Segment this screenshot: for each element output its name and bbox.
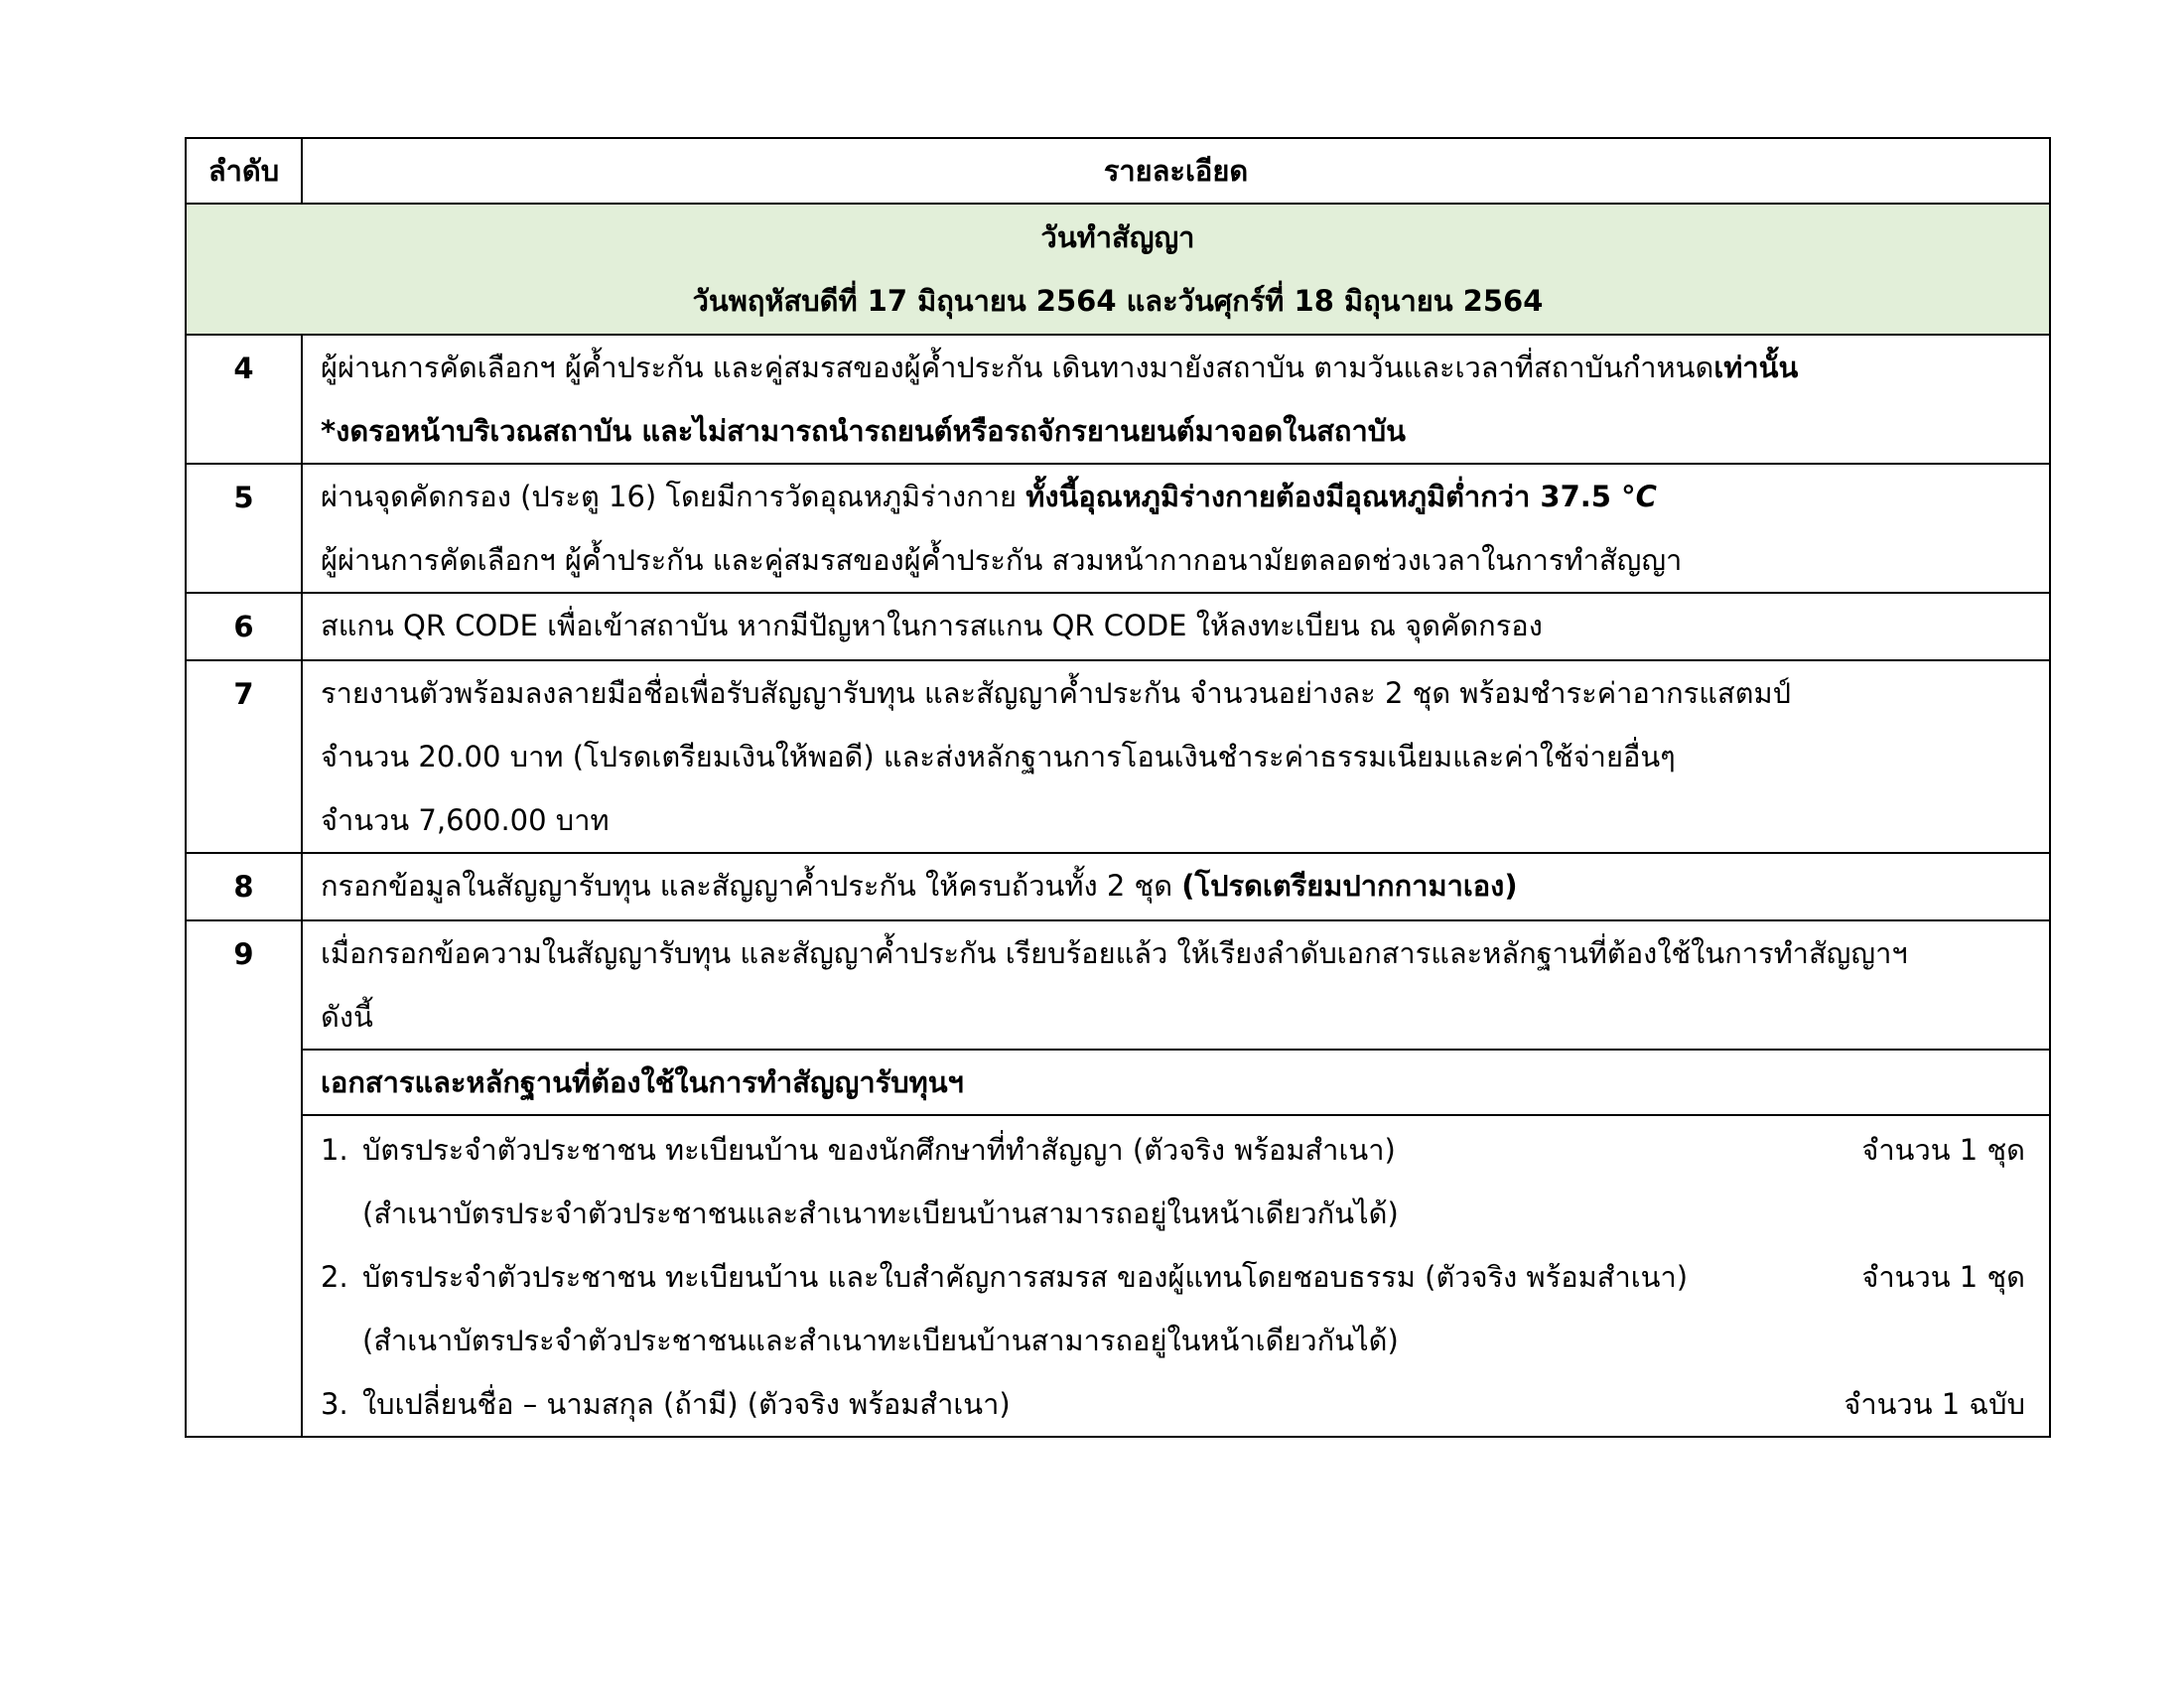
band-cell: [186, 204, 2050, 335]
item-number: 2.: [321, 1260, 348, 1294]
row-number-cell: [186, 335, 302, 464]
row-number: 8: [233, 870, 254, 904]
row-emphasis: ทั้งนี้อุณหภูมิร่างกายต้องมีอุณหภูมิต่ำกว่า 37.5: [1025, 480, 1622, 513]
header-detail: รายละเอียด: [302, 138, 2050, 204]
row-line: ผู้ผ่านการคัดเลือกฯ ผู้ค้ำประกัน และคู่สมรสของผู้ค้ำประกัน สวมหน้ากากอนามัยตลอดช่วงเวลาในการทำสัญญา: [321, 543, 1683, 577]
table-row: [186, 920, 2050, 1050]
documents-header-row: [186, 1050, 2050, 1115]
row-number-cell: [186, 593, 302, 660]
row-detail-cell: [302, 335, 2050, 464]
item-text: บัตรประจำตัวประชาชน ทะเบียนบ้าน และใบสำคัญการสมรส ของผู้แทนโดยชอบธรรม (ตัวจริง พร้อมสำเนา): [362, 1260, 1689, 1294]
row-line: รายงานตัวพร้อมลงลายมือชื่อเพื่อรับสัญญารับทุน และสัญญาค้ำประกัน จำนวนอย่างละ 2 ชุด พร้อมชำระค่าอากรแสตมป์: [321, 676, 1791, 710]
row-line: [321, 854, 2031, 917]
item-text: บัตรประจำตัวประชาชน ทะเบียนบ้าน ของนักศึกษาที่ทำสัญญา (ตัวจริง พร้อมสำเนา): [362, 1133, 1396, 1167]
table-header-row: [186, 138, 2050, 204]
temperature-unit: °C: [1621, 480, 1657, 513]
item-quantity: จำนวน 1 ชุด: [1861, 1133, 2025, 1167]
row-number: 7: [233, 677, 254, 711]
row-warning: *งดรอหน้าบริเวณสถาบัน และไม่สามารถนำรถยนต์หรือรถจักรยานยนต์มาจอดในสถาบัน: [321, 414, 1407, 448]
list-item: [321, 1372, 2031, 1436]
row-number-cell: [186, 464, 302, 593]
band-title: วันทำสัญญา: [1040, 220, 1195, 254]
row-detail-cell: [302, 853, 2050, 920]
row-line: ดังนี้: [321, 1000, 373, 1034]
table-row: [186, 593, 2050, 660]
row-line: สแกน QR CODE เพื่อเข้าสถาบัน หากมีปัญหาในการสแกน QR CODE ให้ลงทะเบียน ณ จุดคัดกรอง: [321, 609, 1543, 642]
row-detail-cell: [302, 464, 2050, 593]
row-text: ผู้ผ่านการคัดเลือกฯ ผู้ค้ำประกัน และคู่สมรสของผู้ค้ำประกัน เดินทางมายังสถาบัน ตามวันและเวลาที่สถาบันกำหนด: [321, 351, 1714, 384]
table-row: [186, 335, 2050, 464]
header-no: ลำดับ: [186, 138, 302, 204]
row-detail-cell: [302, 593, 2050, 660]
row-text: ผ่านจุดคัดกรอง (ประตู 16) โดยมีการวัดอุณหภูมิร่างกาย: [321, 480, 1026, 513]
list-item: [321, 1245, 2031, 1309]
row-line: [321, 465, 2031, 528]
row-number: 5: [233, 481, 254, 514]
row-number: 6: [233, 610, 254, 643]
item-note: (สำเนาบัตรประจำตัวประชาชนและสำเนาทะเบียนบ้านสามารถอยู่ในหน้าเดียวกันได้): [362, 1324, 1399, 1357]
item-number: 1.: [321, 1133, 348, 1167]
row-number-cell: [186, 920, 302, 1437]
band-date: วันพฤหัสบดีที่ 17 มิถุนายน 2564 และวันศุกร์ที่ 18 มิถุนายน 2564: [692, 284, 1544, 318]
row-line: [321, 336, 2031, 399]
row-number: 9: [233, 937, 254, 971]
contract-procedure-table: [185, 137, 2051, 1438]
documents-title: เอกสารและหลักฐานที่ต้องใช้ในการทำสัญญารับทุนฯ: [302, 1050, 2050, 1115]
row-number-cell: [186, 660, 302, 853]
item-quantity: จำนวน 1 ฉบับ: [1843, 1387, 2025, 1421]
list-item: [321, 1118, 2031, 1182]
row-line: จำนวน 7,600.00 บาท: [321, 803, 610, 837]
row-emphasis: (โปรดเตรียมปากกามาเอง): [1181, 869, 1518, 903]
documents-list: [302, 1115, 2050, 1437]
row-line: จำนวน 20.00 บาท (โปรดเตรียมเงินให้พอดี) และส่งหลักฐานการโอนเงินชำระค่าธรรมเนียมและค่าใช้จ่ายอื่นๆ: [321, 740, 1676, 774]
row-number-cell: [186, 853, 302, 920]
row-line: เมื่อกรอกข้อความในสัญญารับทุน และสัญญาค้ำประกัน เรียบร้อยแล้ว ให้เรียงลำดับเอกสารและหลักฐานที่ต้องใช้ในการทำสัญญาฯ: [321, 936, 1908, 970]
row-text: กรอกข้อมูลในสัญญารับทุน และสัญญาค้ำประกัน ให้ครบถ้วนทั้ง 2 ชุด: [321, 869, 1182, 903]
table-row: [186, 660, 2050, 853]
table-row: [186, 853, 2050, 920]
item-number: 3.: [321, 1387, 348, 1421]
item-text: ใบเปลี่ยนชื่อ – นามสกุล (ถ้ามี) (ตัวจริง พร้อมสำเนา): [362, 1387, 1011, 1421]
row-emphasis: เท่านั้น: [1713, 351, 1799, 384]
contract-date-band: [186, 204, 2050, 335]
table-row: [186, 464, 2050, 593]
item-quantity: จำนวน 1 ชุด: [1861, 1260, 2025, 1294]
item-note: (สำเนาบัตรประจำตัวประชาชนและสำเนาทะเบียนบ้านสามารถอยู่ในหน้าเดียวกันได้): [362, 1196, 1399, 1230]
row-detail-cell: [302, 920, 2050, 1050]
documents-list-row: [186, 1115, 2050, 1437]
row-number: 4: [233, 352, 254, 385]
row-detail-cell: [302, 660, 2050, 853]
